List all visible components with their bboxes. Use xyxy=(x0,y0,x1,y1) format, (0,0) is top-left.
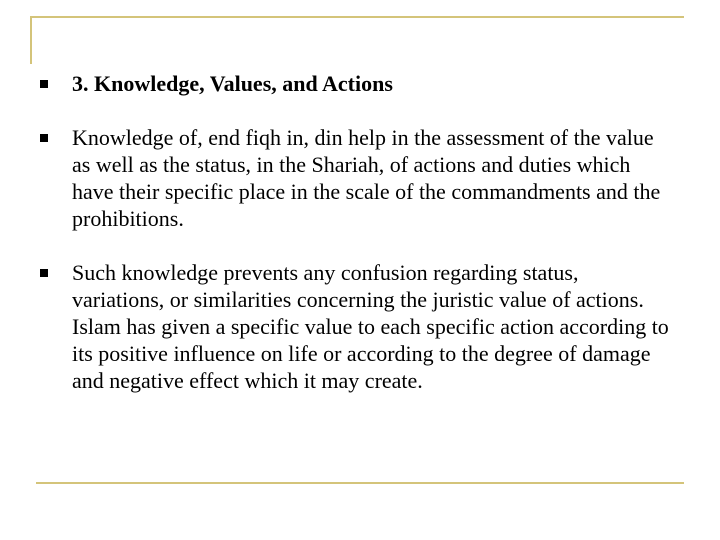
bullet-item-knowledge xyxy=(34,124,674,232)
bullet-item-title xyxy=(34,70,674,97)
bullet-text: 3. Knowledge, Values, and Actions xyxy=(72,71,393,96)
square-bullet-icon xyxy=(40,134,48,142)
square-bullet-icon xyxy=(40,269,48,277)
top-decorative-rule xyxy=(30,16,684,18)
square-bullet-icon xyxy=(40,80,48,88)
bullet-text: Such knowledge prevents any confusion regarding status, variations, or similarities concerning the juristic value of actions. Islam has given a specific value to each specific action according to its positive influence on life or according to the degree of damage and negative effect which it may create. xyxy=(72,260,669,393)
bullet-list xyxy=(34,70,674,421)
bottom-decorative-rule xyxy=(36,482,684,484)
bullet-text: Knowledge of, end fiqh in, din help in the assessment of the value as well as the status, in the Shariah, of actions and duties which have their specific place in the scale of the commandments and the prohibitions. xyxy=(72,125,661,231)
left-decorative-rule xyxy=(30,16,32,64)
bullet-item-confusion xyxy=(34,259,674,394)
